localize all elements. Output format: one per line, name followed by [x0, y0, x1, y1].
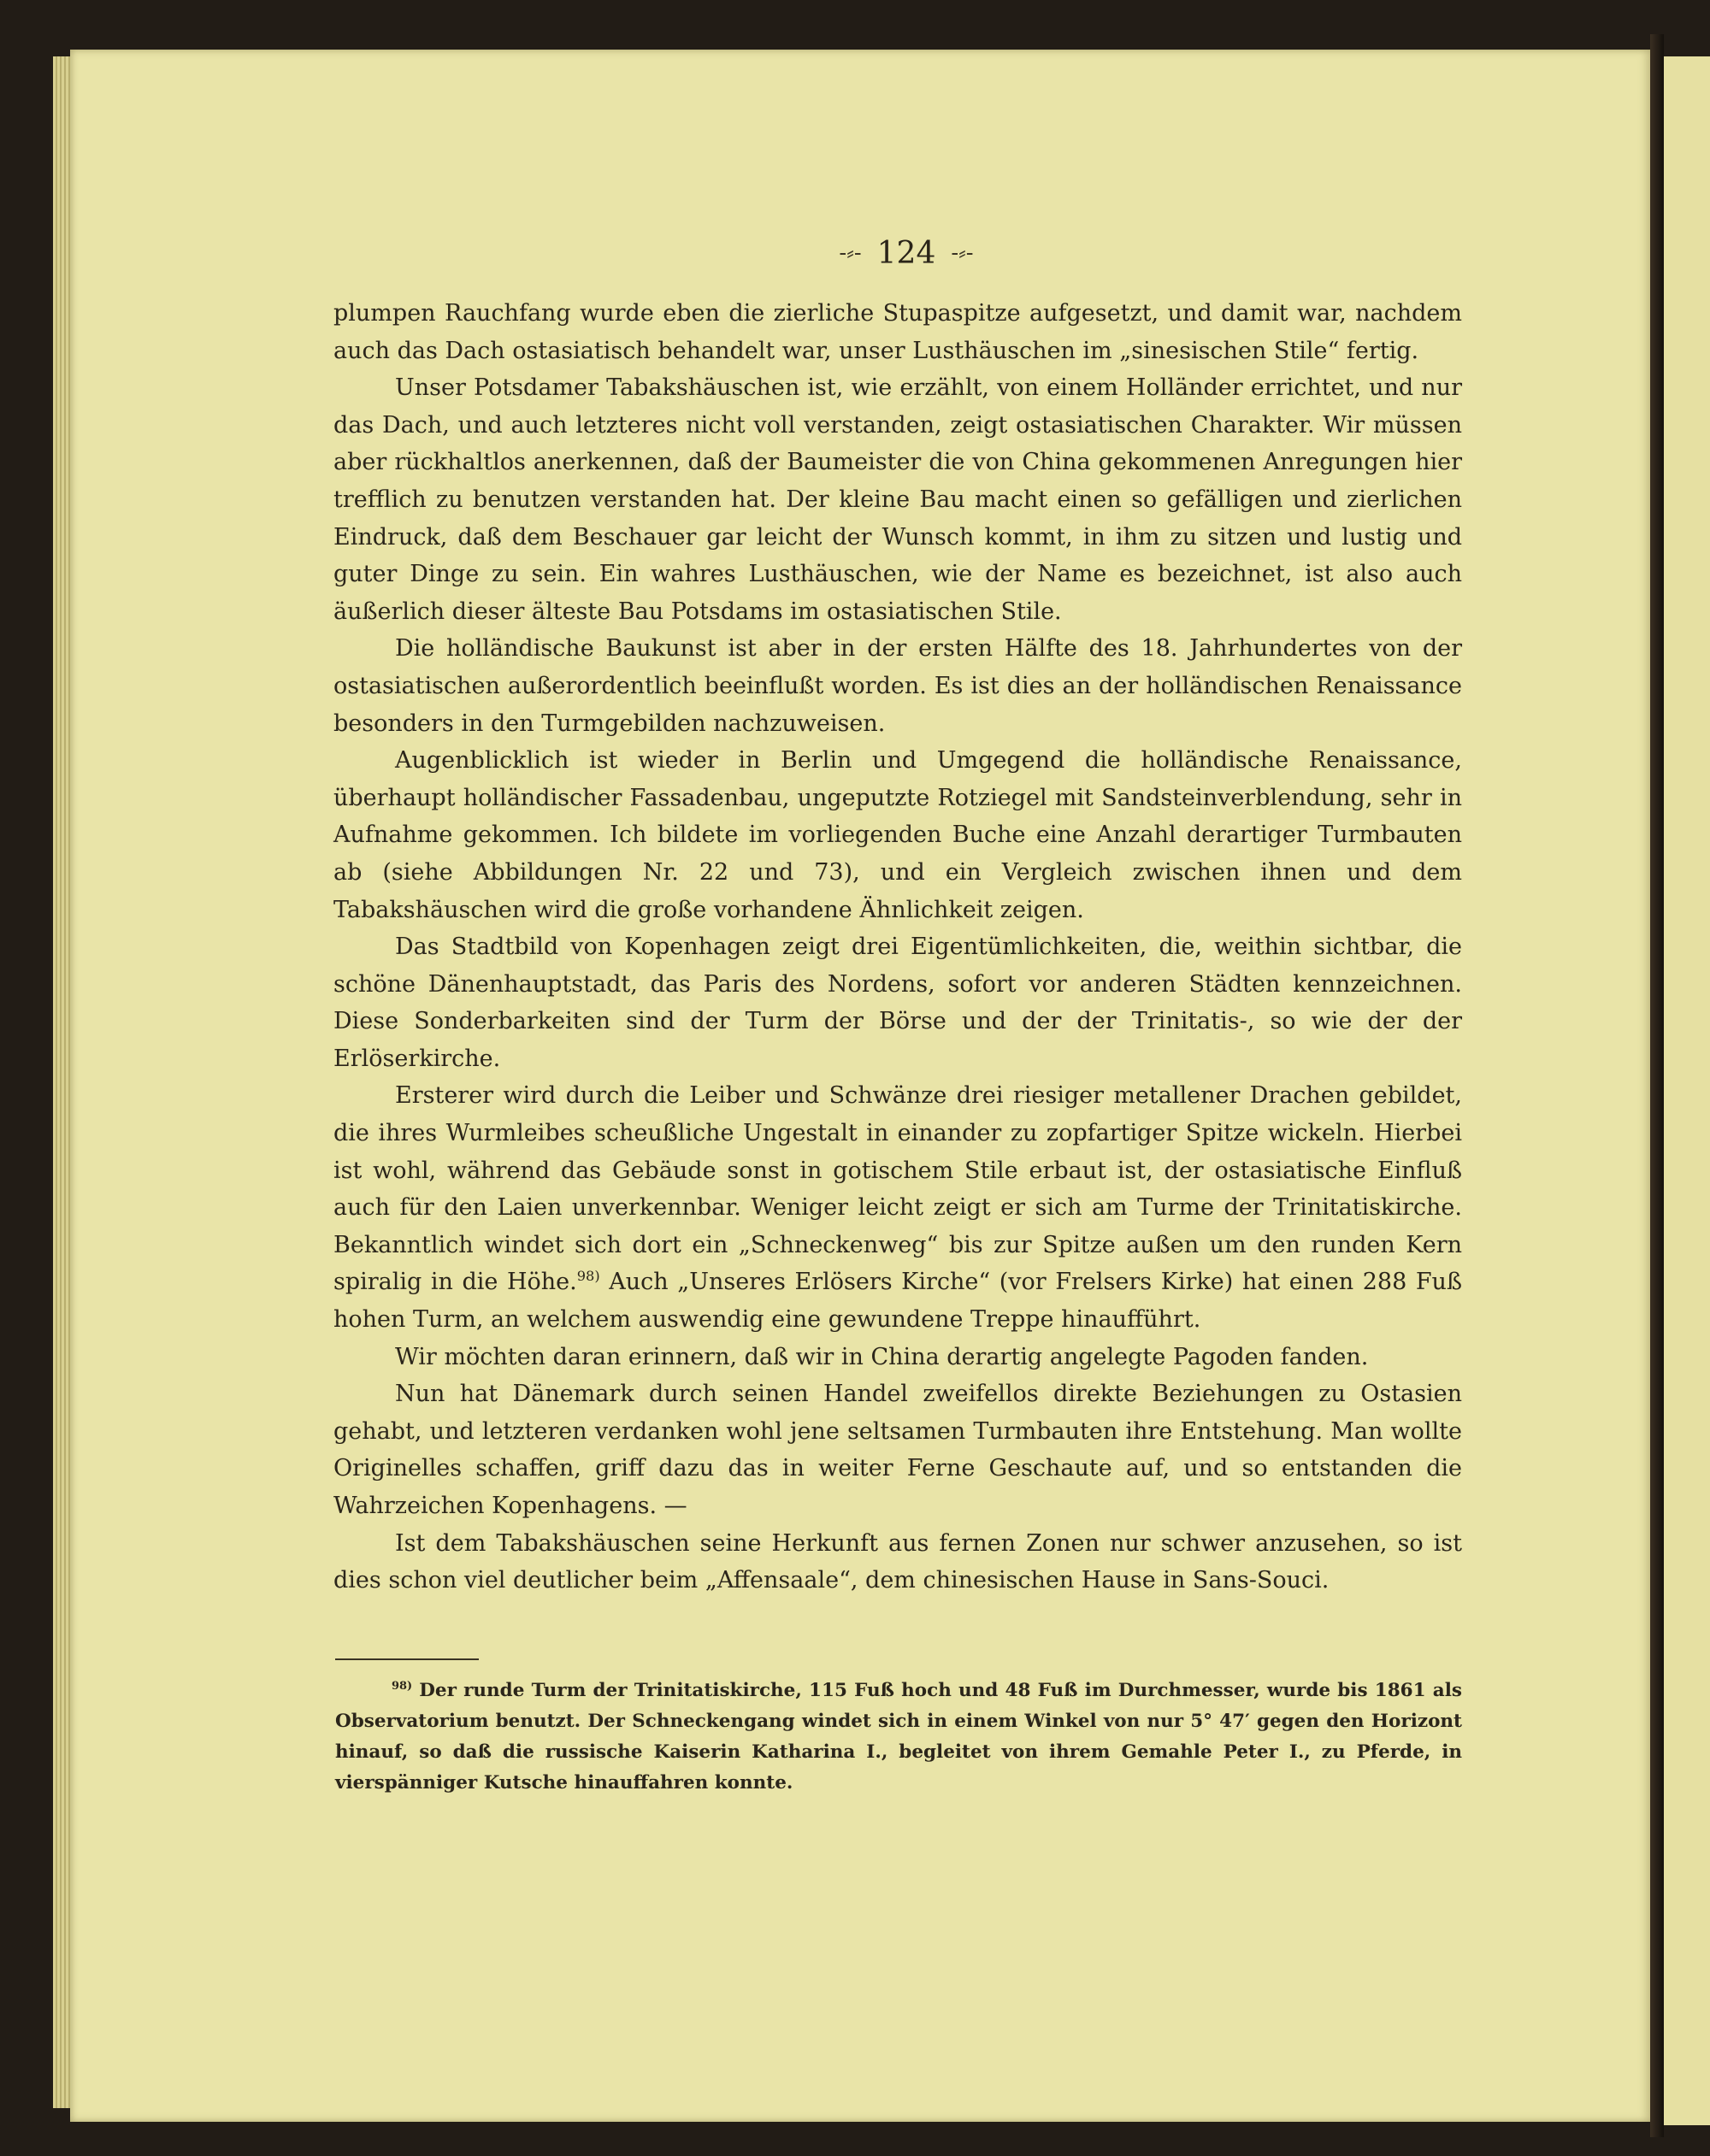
paragraph-2: Unser Potsdamer Tabakshäuschen ist, wie erzählt, von einem Holländer errichtet, und nur das Dach, und auch letzteres nicht voll verstanden, zeigt ostasiatischen Charakter. Wir müssen aber rückhaltlos anerkennen, daß der Baumeister die von China gekommenen Anregungen hier trefflich zu benutzen verstanden hat. Der kleine Bau macht einen so gefälligen und zierlichen Eindruck, daß dem Beschauer gar leicht der Wunsch kommt, in ihm zu sitzen und lustig und guter Dinge zu sein. Ein wahres Lusthäuschen, wie der Name es bezeichnet, ist also auch äußerlich dieser älteste Bau Potsdams im ostasiatischen Stile. [333, 374, 1462, 625]
paragraph-4: Augenblicklich ist wieder in Berlin und Umgegend die holländische Renaissance, überhaupt holländischer Fassadenbau, ungeputzte Rotziegel mit Sandsteinverblendung, sehr in Aufnahme gekommen. Ich bildete im vorliegenden Buche eine Anzahl derartiger Turmbauten ab (siehe Abbildungen Nr. 22 und 73), und ein Vergleich zwischen ihnen und dem Tabakshäuschen wird die große vorhandene Ähnlichkeit zeigen. [333, 747, 1462, 923]
ornament-left-icon: -⸗- [839, 240, 862, 266]
book-spine [1650, 34, 1664, 2137]
paragraph-9: Ist dem Tabakshäuschen seine Herkunft aus fernen Zonen nur schwer anzusehen, so ist dies schon viel deutlicher beim „Affensaale“, dem chinesischen Hause in Sans-Souci. [333, 1529, 1462, 1594]
paragraph-5: Das Stadtbild von Kopenhagen zeigt drei Eigentümlichkeiten, die, weithin sichtbar, die schöne Dänenhauptstadt, das Paris des Nordens, sofort vor anderen Städten kennzeichnen. Diese Sonderbarkeiten sind der Turm der Börse und der der Trinitatis-, so wie der der Erlöserkirche. [333, 934, 1462, 1072]
paragraph-6-continuation: Auch „Unseres Erlösers Kirche“ (vor Frelsers Kirke) hat einen 288 Fuß hohen Turm, an welchem auswendig eine gewundene Treppe hinaufführt. [333, 1269, 1462, 1334]
body-text [333, 295, 1462, 1599]
facing-page-edge [1664, 56, 1710, 2125]
page-header [804, 236, 1009, 270]
ornament-right-icon: -⸗- [951, 240, 974, 266]
paragraph-7: Wir möchten daran erinnern, daß wir in China derartig angelegte Pagoden fanden. [395, 1343, 1369, 1370]
paragraph-3: Die holländische Baukunst ist aber in der ersten Hälfte des 18. Jahrhundertes von der ostasiatischen außerordentlich beeinflußt worden. Es ist dies an der holländischen Renaissance besonders in den Turmgebilden nachzuweisen. [333, 635, 1462, 737]
paragraph-1: plumpen Rauchfang wurde eben die zierliche Stupaspitze aufgesetzt, und damit war, nachdem auch das Dach ostasiatisch behandelt war, unser Lusthäuschen im „sinesischen Stile“ fertig. [333, 300, 1462, 364]
paragraph-6-text: Ersterer wird durch die Leiber und Schwänze drei riesiger metallener Drachen gebildet, die ihres Wurmleibes scheußliche Ungestalt in einander zu zopfartiger Spitze wickeln. Hierbei ist wohl, während das Gebäude sonst in gotischem Stile erbaut ist, der ostasiatische Einfluß auch für den Laien unverkennbar. Weniger leicht zeigt er sich am Turme der Trinitatiskirche. Bekanntlich windet sich dort ein „Schneckenweg“ bis zur Spitze außen um den runden Kern spiralig in die Höhe. [333, 1082, 1462, 1296]
footnote [335, 1676, 1462, 1799]
footnote-paragraph [335, 1676, 1462, 1799]
paragraph-6 [333, 1077, 1462, 1338]
paragraph-8: Nun hat Dänemark durch seinen Handel zweifellos direkte Beziehungen zu Ostasien gehabt, und letzteren verdanken wohl jene seltsamen Turmbauten ihre Entstehung. Man wollte Originelles schaffen, griff dazu das in weiter Ferne Geschaute auf, und so entstanden die Wahrzeichen Kopenhagens. — [333, 1381, 1462, 1519]
footnote-text: Der runde Turm der Trinitatiskirche, 115 Fuß hoch und 48 Fuß im Durchmesser, wurde bis 1861 als Observatorium benutzt. Der Schneckengang windet sich in einem Winkel von nur 5° 47′ gegen den Horizont hinauf, so daß die russische Kaiserin Katharina I., begleitet von ihrem Gemahle Peter I., zu Pferde, in vierspänniger Kutsche hinauffahren konnte. [335, 1680, 1462, 1794]
footnote-reference: 98) [576, 1268, 600, 1285]
footnote-divider [335, 1658, 479, 1660]
page-edges [53, 56, 72, 2108]
footnote-marker: 98) [392, 1679, 413, 1693]
page-number: 124 [876, 235, 936, 271]
